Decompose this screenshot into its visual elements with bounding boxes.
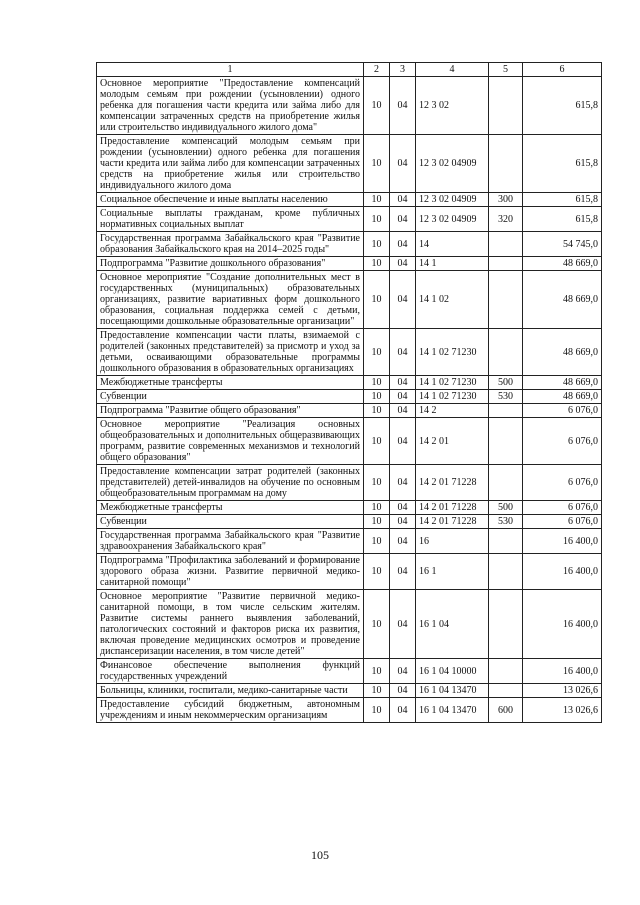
table-row	[97, 77, 602, 135]
row-expense-type-cell: 320	[489, 207, 523, 232]
row-amount-cell: 16 400,0	[523, 659, 602, 684]
row-name-cell: Основное мероприятие "Развитие первичной медико-санитарной помощи, в том числе сельским жителям. Развитие системы раннего выявления заболеваний, патологических состояний и факторов риска их развития, включая проведение медицинских осмотров и проведение диспансеризации населения, в том числе детей"	[97, 590, 364, 659]
table-row	[97, 329, 602, 376]
row-subsection-cell: 04	[390, 418, 416, 465]
row-section-cell: 10	[364, 390, 390, 404]
row-name-cell: Финансовое обеспечение выполнения функций государственных учреждений	[97, 659, 364, 684]
row-target-article-cell: 16 1 04 13470	[416, 698, 489, 723]
row-expense-type-cell	[489, 554, 523, 590]
row-expense-type-cell	[489, 529, 523, 554]
row-expense-type-cell	[489, 404, 523, 418]
row-target-article-cell: 14 1 02 71230	[416, 376, 489, 390]
row-section-cell: 10	[364, 271, 390, 329]
row-subsection-cell: 04	[390, 390, 416, 404]
row-section-cell: 10	[364, 257, 390, 271]
row-expense-type-cell	[489, 590, 523, 659]
row-subsection-cell: 04	[390, 465, 416, 501]
row-name-cell: Основное мероприятие "Реализация основных общеобразовательных и дополнительных общеразвивающих программ, развитие современных механизмов и технологий общего образования"	[97, 418, 364, 465]
row-amount-cell: 6 076,0	[523, 418, 602, 465]
row-subsection-cell: 04	[390, 698, 416, 723]
row-section-cell: 10	[364, 590, 390, 659]
row-target-article-cell: 16 1 04	[416, 590, 489, 659]
table-row	[97, 376, 602, 390]
row-subsection-cell: 04	[390, 77, 416, 135]
row-amount-cell: 16 400,0	[523, 554, 602, 590]
table-row	[97, 232, 602, 257]
row-name-cell: Предоставление компенсации затрат родителей (законных представителей) детей-инвалидов на обучение по основным общеобразовательным программам на дому	[97, 465, 364, 501]
header-col-4: 4	[416, 63, 489, 77]
row-amount-cell: 13 026,6	[523, 698, 602, 723]
header-row	[97, 63, 602, 77]
table-row	[97, 271, 602, 329]
row-section-cell: 10	[364, 376, 390, 390]
row-name-cell: Предоставление компенсации части платы, взимаемой с родителей (законных представителей) за присмотр и уход за детьми, осваивающими образовательные программы дошкольного образования в образовательных организациях	[97, 329, 364, 376]
table-row	[97, 554, 602, 590]
row-expense-type-cell	[489, 418, 523, 465]
row-target-article-cell: 12 3 02 04909	[416, 135, 489, 193]
row-section-cell: 10	[364, 207, 390, 232]
row-expense-type-cell	[489, 257, 523, 271]
row-subsection-cell: 04	[390, 515, 416, 529]
row-name-cell: Государственная программа Забайкальского края "Развитие здравоохранения Забайкальского края"	[97, 529, 364, 554]
row-expense-type-cell: 500	[489, 501, 523, 515]
row-section-cell: 10	[364, 515, 390, 529]
row-section-cell: 10	[364, 465, 390, 501]
table-row	[97, 135, 602, 193]
row-amount-cell: 16 400,0	[523, 590, 602, 659]
row-section-cell: 10	[364, 554, 390, 590]
row-subsection-cell: 04	[390, 501, 416, 515]
row-amount-cell: 13 026,6	[523, 684, 602, 698]
row-section-cell: 10	[364, 684, 390, 698]
row-subsection-cell: 04	[390, 590, 416, 659]
row-target-article-cell: 16 1	[416, 554, 489, 590]
row-amount-cell: 48 669,0	[523, 257, 602, 271]
row-amount-cell: 6 076,0	[523, 501, 602, 515]
table-row	[97, 515, 602, 529]
row-expense-type-cell	[489, 232, 523, 257]
table-row	[97, 257, 602, 271]
row-section-cell: 10	[364, 232, 390, 257]
table-row	[97, 418, 602, 465]
row-amount-cell: 54 745,0	[523, 232, 602, 257]
row-section-cell: 10	[364, 659, 390, 684]
row-section-cell: 10	[364, 77, 390, 135]
row-target-article-cell: 14 1 02 71230	[416, 329, 489, 376]
row-section-cell: 10	[364, 404, 390, 418]
row-name-cell: Больницы, клиники, госпитали, медико-санитарные части	[97, 684, 364, 698]
row-expense-type-cell	[489, 329, 523, 376]
row-target-article-cell: 12 3 02 04909	[416, 193, 489, 207]
row-target-article-cell: 14 2	[416, 404, 489, 418]
row-name-cell: Подпрограмма "Развитие общего образования"	[97, 404, 364, 418]
row-subsection-cell: 04	[390, 232, 416, 257]
row-expense-type-cell: 530	[489, 515, 523, 529]
row-subsection-cell: 04	[390, 193, 416, 207]
table-row	[97, 659, 602, 684]
row-name-cell: Субвенции	[97, 515, 364, 529]
row-expense-type-cell	[489, 659, 523, 684]
row-section-cell: 10	[364, 135, 390, 193]
row-amount-cell: 48 669,0	[523, 271, 602, 329]
table-row	[97, 698, 602, 723]
header-col-2: 2	[364, 63, 390, 77]
row-name-cell: Межбюджетные трансферты	[97, 376, 364, 390]
row-subsection-cell: 04	[390, 554, 416, 590]
row-target-article-cell: 14 2 01	[416, 418, 489, 465]
row-subsection-cell: 04	[390, 271, 416, 329]
row-expense-type-cell	[489, 77, 523, 135]
row-expense-type-cell	[489, 271, 523, 329]
row-expense-type-cell: 600	[489, 698, 523, 723]
row-target-article-cell: 16 1 04 10000	[416, 659, 489, 684]
row-amount-cell: 615,8	[523, 77, 602, 135]
row-section-cell: 10	[364, 698, 390, 723]
row-subsection-cell: 04	[390, 376, 416, 390]
row-target-article-cell: 16	[416, 529, 489, 554]
row-subsection-cell: 04	[390, 529, 416, 554]
row-name-cell: Основное мероприятие "Создание дополнительных мест в государственных (муниципальных) образовательных организациях, развитие вариативных форм дошкольного образования, социальная поддержка семей с детьми, посещающими дошкольные образовательные организации"	[97, 271, 364, 329]
row-target-article-cell: 12 3 02	[416, 77, 489, 135]
row-name-cell: Межбюджетные трансферты	[97, 501, 364, 515]
row-section-cell: 10	[364, 418, 390, 465]
row-target-article-cell: 16 1 04 13470	[416, 684, 489, 698]
row-target-article-cell: 14 2 01 71228	[416, 501, 489, 515]
row-expense-type-cell	[489, 135, 523, 193]
budget-table	[96, 62, 602, 723]
row-name-cell: Государственная программа Забайкальского края "Развитие образования Забайкальского края на 2014–2025 годы"	[97, 232, 364, 257]
row-subsection-cell: 04	[390, 257, 416, 271]
row-target-article-cell: 14 1	[416, 257, 489, 271]
header-col-3: 3	[390, 63, 416, 77]
row-name-cell: Подпрограмма "Профилактика заболеваний и формирование здорового образа жизни. Развитие первичной медико-санитарной помощи"	[97, 554, 364, 590]
row-name-cell: Социальное обеспечение и иные выплаты населению	[97, 193, 364, 207]
row-expense-type-cell: 300	[489, 193, 523, 207]
table-row	[97, 390, 602, 404]
table-row	[97, 684, 602, 698]
row-section-cell: 10	[364, 529, 390, 554]
row-target-article-cell: 14	[416, 232, 489, 257]
row-subsection-cell: 04	[390, 135, 416, 193]
row-name-cell: Предоставление компенсаций молодым семьям при рождении (усыновлении) одного ребенка для погашения части кредита или займа либо для компенсации затраченных средств на приобретение жилья или строительство индивидуального жилого дома	[97, 135, 364, 193]
row-amount-cell: 6 076,0	[523, 515, 602, 529]
table-row	[97, 193, 602, 207]
row-target-article-cell: 14 1 02 71230	[416, 390, 489, 404]
row-amount-cell: 615,8	[523, 207, 602, 232]
row-subsection-cell: 04	[390, 404, 416, 418]
row-name-cell: Субвенции	[97, 390, 364, 404]
row-section-cell: 10	[364, 193, 390, 207]
row-expense-type-cell: 530	[489, 390, 523, 404]
row-amount-cell: 48 669,0	[523, 376, 602, 390]
row-subsection-cell: 04	[390, 684, 416, 698]
row-target-article-cell: 14 1 02	[416, 271, 489, 329]
row-name-cell: Социальные выплаты гражданам, кроме публичных нормативных социальных выплат	[97, 207, 364, 232]
table-row	[97, 404, 602, 418]
row-expense-type-cell	[489, 465, 523, 501]
table-row	[97, 207, 602, 232]
row-amount-cell: 615,8	[523, 193, 602, 207]
row-amount-cell: 48 669,0	[523, 390, 602, 404]
row-amount-cell: 6 076,0	[523, 465, 602, 501]
row-amount-cell: 615,8	[523, 135, 602, 193]
table-row	[97, 590, 602, 659]
row-target-article-cell: 14 2 01 71228	[416, 515, 489, 529]
row-name-cell: Основное мероприятие "Предоставление компенсаций молодым семьям при рождении (усыновлении) одного ребенка для погашения части кредита или займа либо для компенсации затраченных средств на приобретение жилья или строительство индивидуального жилого дома"	[97, 77, 364, 135]
header-col-6: 6	[523, 63, 602, 77]
header-col-1: 1	[97, 63, 364, 77]
row-name-cell: Предоставление субсидий бюджетным, автономным учреждениям и иным некоммерческим организациям	[97, 698, 364, 723]
row-target-article-cell: 12 3 02 04909	[416, 207, 489, 232]
row-amount-cell: 48 669,0	[523, 329, 602, 376]
row-target-article-cell: 14 2 01 71228	[416, 465, 489, 501]
row-amount-cell: 6 076,0	[523, 404, 602, 418]
table-row	[97, 529, 602, 554]
header-col-5: 5	[489, 63, 523, 77]
row-expense-type-cell: 500	[489, 376, 523, 390]
table-row	[97, 501, 602, 515]
row-amount-cell: 16 400,0	[523, 529, 602, 554]
table-row	[97, 465, 602, 501]
row-name-cell: Подпрограмма "Развитие дошкольного образования"	[97, 257, 364, 271]
row-subsection-cell: 04	[390, 659, 416, 684]
row-subsection-cell: 04	[390, 329, 416, 376]
row-section-cell: 10	[364, 329, 390, 376]
row-expense-type-cell	[489, 684, 523, 698]
row-section-cell: 10	[364, 501, 390, 515]
page-number: 105	[311, 848, 329, 862]
row-subsection-cell: 04	[390, 207, 416, 232]
